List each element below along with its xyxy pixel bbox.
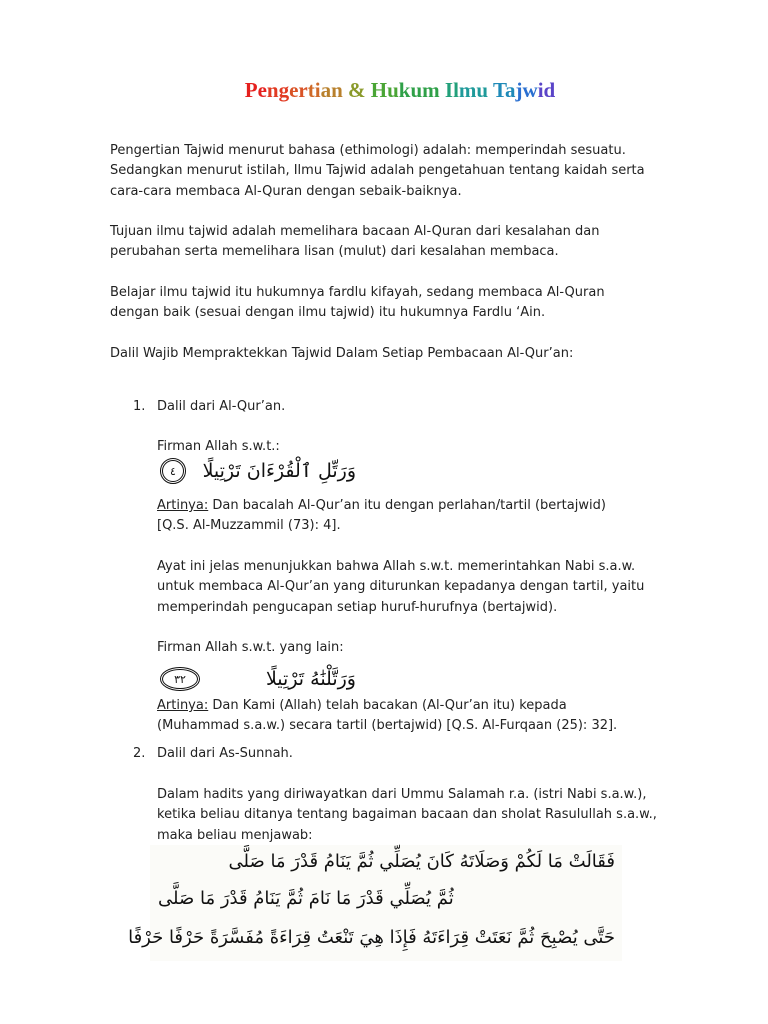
title-segment: & xyxy=(342,78,366,102)
title-segment: Pe xyxy=(244,78,267,102)
ayah-number-marker: ٤ xyxy=(160,458,186,484)
paragraph-line: Dalam hadits yang diriwayatkan dari Ummu Salamah r.a. (istri Nabi s.a.w.), xyxy=(157,787,647,802)
verse2-arabic xyxy=(160,664,356,694)
hadith-arabic-line: ثُمَّ يُصَلِّي قَدْرَ مَا نَامَ ثُمَّ يَنَامُ قَدْرَ مَا صَلَّى xyxy=(158,888,454,909)
translation-line xyxy=(157,496,606,516)
title-segment: ti xyxy=(307,78,321,102)
translation-line: [Q.S. Al-Muzzammil (73): 4]. xyxy=(157,518,341,534)
paragraph-line: Dalil Wajib Mempraktekkan Tajwid Dalam Setiap Pembacaan Al-Qur’an: xyxy=(110,346,574,361)
hadith-arabic-line: حَتَّى يُصْبِحَ ثُمَّ نَعَتَتْ قِرَاءَتَهُ فَإِذَا هِيَ تَنْعَتُ قِرَاءَةً مُفَسَّرَةً حَرْفًا حَرْفًا xyxy=(128,927,615,948)
purpose-paragraph xyxy=(110,222,600,263)
title-segment: id xyxy=(537,78,556,102)
list-number: 2. xyxy=(133,746,146,761)
paragraph-line: Sedangkan menurut istilah, Ilmu Tajwid adalah pengetahuan tentang kaidah serta xyxy=(110,163,645,179)
list-item-heading-quran: Dalil dari Al-Qur’an. xyxy=(157,399,286,414)
translation-line: (Muhammad s.a.w.) secara tartil (bertajwid) [Q.S. Al-Furqaan (25): 32]. xyxy=(157,718,618,734)
title-segment: Il xyxy=(439,78,459,102)
verse2-intro xyxy=(157,638,344,658)
title-segment: Hu xyxy=(365,78,399,102)
translation-text: Dan bacalah Al-Qur’an itu dengan perlahan/tartil (bertajwid) xyxy=(212,498,606,513)
paragraph-line: dengan baik (sesuai dengan ilmu tajwid) itu hukumnya Fardlu ‘Ain. xyxy=(110,305,546,321)
paragraph-line: Pengertian Tajwid menurut bahasa (ethimologi) adalah: memperindah sesuatu. xyxy=(110,143,626,158)
ruling-paragraph xyxy=(110,283,605,324)
translation-label: Artinya: xyxy=(157,498,209,513)
title-segment: er xyxy=(289,78,308,102)
paragraph-line: perubahan serta memelihara lisan (mulut) dari kesalahan membaca. xyxy=(110,244,559,260)
hadith-intro xyxy=(157,785,657,846)
paragraph-line: Firman Allah s.w.t. yang lain: xyxy=(157,640,344,655)
paragraph-line: cara-cara membaca Al-Quran dengan sebaik-baiknya. xyxy=(110,183,462,199)
verse1-arabic-text: وَرَتِّلِ ٱلْقُرْءَانَ تَرْتِيلًا xyxy=(202,460,356,482)
ayah-number-marker: ٣٢ xyxy=(160,667,200,691)
hadith-arabic-line: فَقَالَتْ مَا لَكُمْ وَصَلَاتَهُ كَانَ يُصَلِّي ثُمَّ يَنَامُ قَدْرَ مَا صَلَّى xyxy=(228,851,615,872)
verse1-intro xyxy=(157,437,280,457)
verse1-arabic xyxy=(160,456,356,486)
title-segment: jw xyxy=(515,78,538,102)
translation-text: Dan Kami (Allah) telah bacakan (Al-Qur’an itu) kepada xyxy=(212,698,567,713)
title-segment: ng xyxy=(266,78,290,102)
paragraph-line: Firman Allah s.w.t.: xyxy=(157,439,280,454)
list-item-heading-sunnah: Dalil dari As-Sunnah. xyxy=(157,746,293,761)
title-segment: Ta xyxy=(488,78,516,102)
paragraph-line: Tujuan ilmu tajwid adalah memelihara bacaan Al-Quran dari kesalahan dan xyxy=(110,224,600,239)
paragraph-line: memperindah pengucapan setiap huruf-hurufnya (bertajwid). xyxy=(157,599,558,615)
explanation-paragraph xyxy=(157,557,644,618)
translation-line xyxy=(157,696,617,716)
title-segment: mu xyxy=(458,78,489,102)
paragraph-line: untuk membaca Al-Qur’an yang diturunkan kepadanya dengan tartil, yaitu xyxy=(157,579,645,595)
translation-label: Artinya: xyxy=(157,698,209,713)
paragraph-line: Belajar ilmu tajwid itu hukumnya fardlu kifayah, sedang membaca Al-Quran xyxy=(110,285,605,300)
page-title xyxy=(40,78,760,102)
definition-paragraph xyxy=(110,141,645,202)
paragraph-line: maka beliau menjawab: xyxy=(157,827,313,843)
title-segment: an xyxy=(320,78,343,102)
verse2-translation xyxy=(157,696,617,737)
title-segment: kum xyxy=(398,78,440,102)
evidence-heading xyxy=(110,344,573,364)
paragraph-line: Ayat ini jelas menunjukkan bahwa Allah s.w.t. memerintahkan Nabi s.a.w. xyxy=(157,559,636,574)
verse2-arabic-text: وَرَتَّلْنَٰهُ تَرْتِيلًا xyxy=(265,668,356,690)
verse1-translation xyxy=(157,496,606,537)
paragraph-line: ketika beliau ditanya tentang bagaiman bacaan dan sholat Rasulullah s.a.w., xyxy=(157,807,657,823)
list-number: 1. xyxy=(133,399,146,414)
